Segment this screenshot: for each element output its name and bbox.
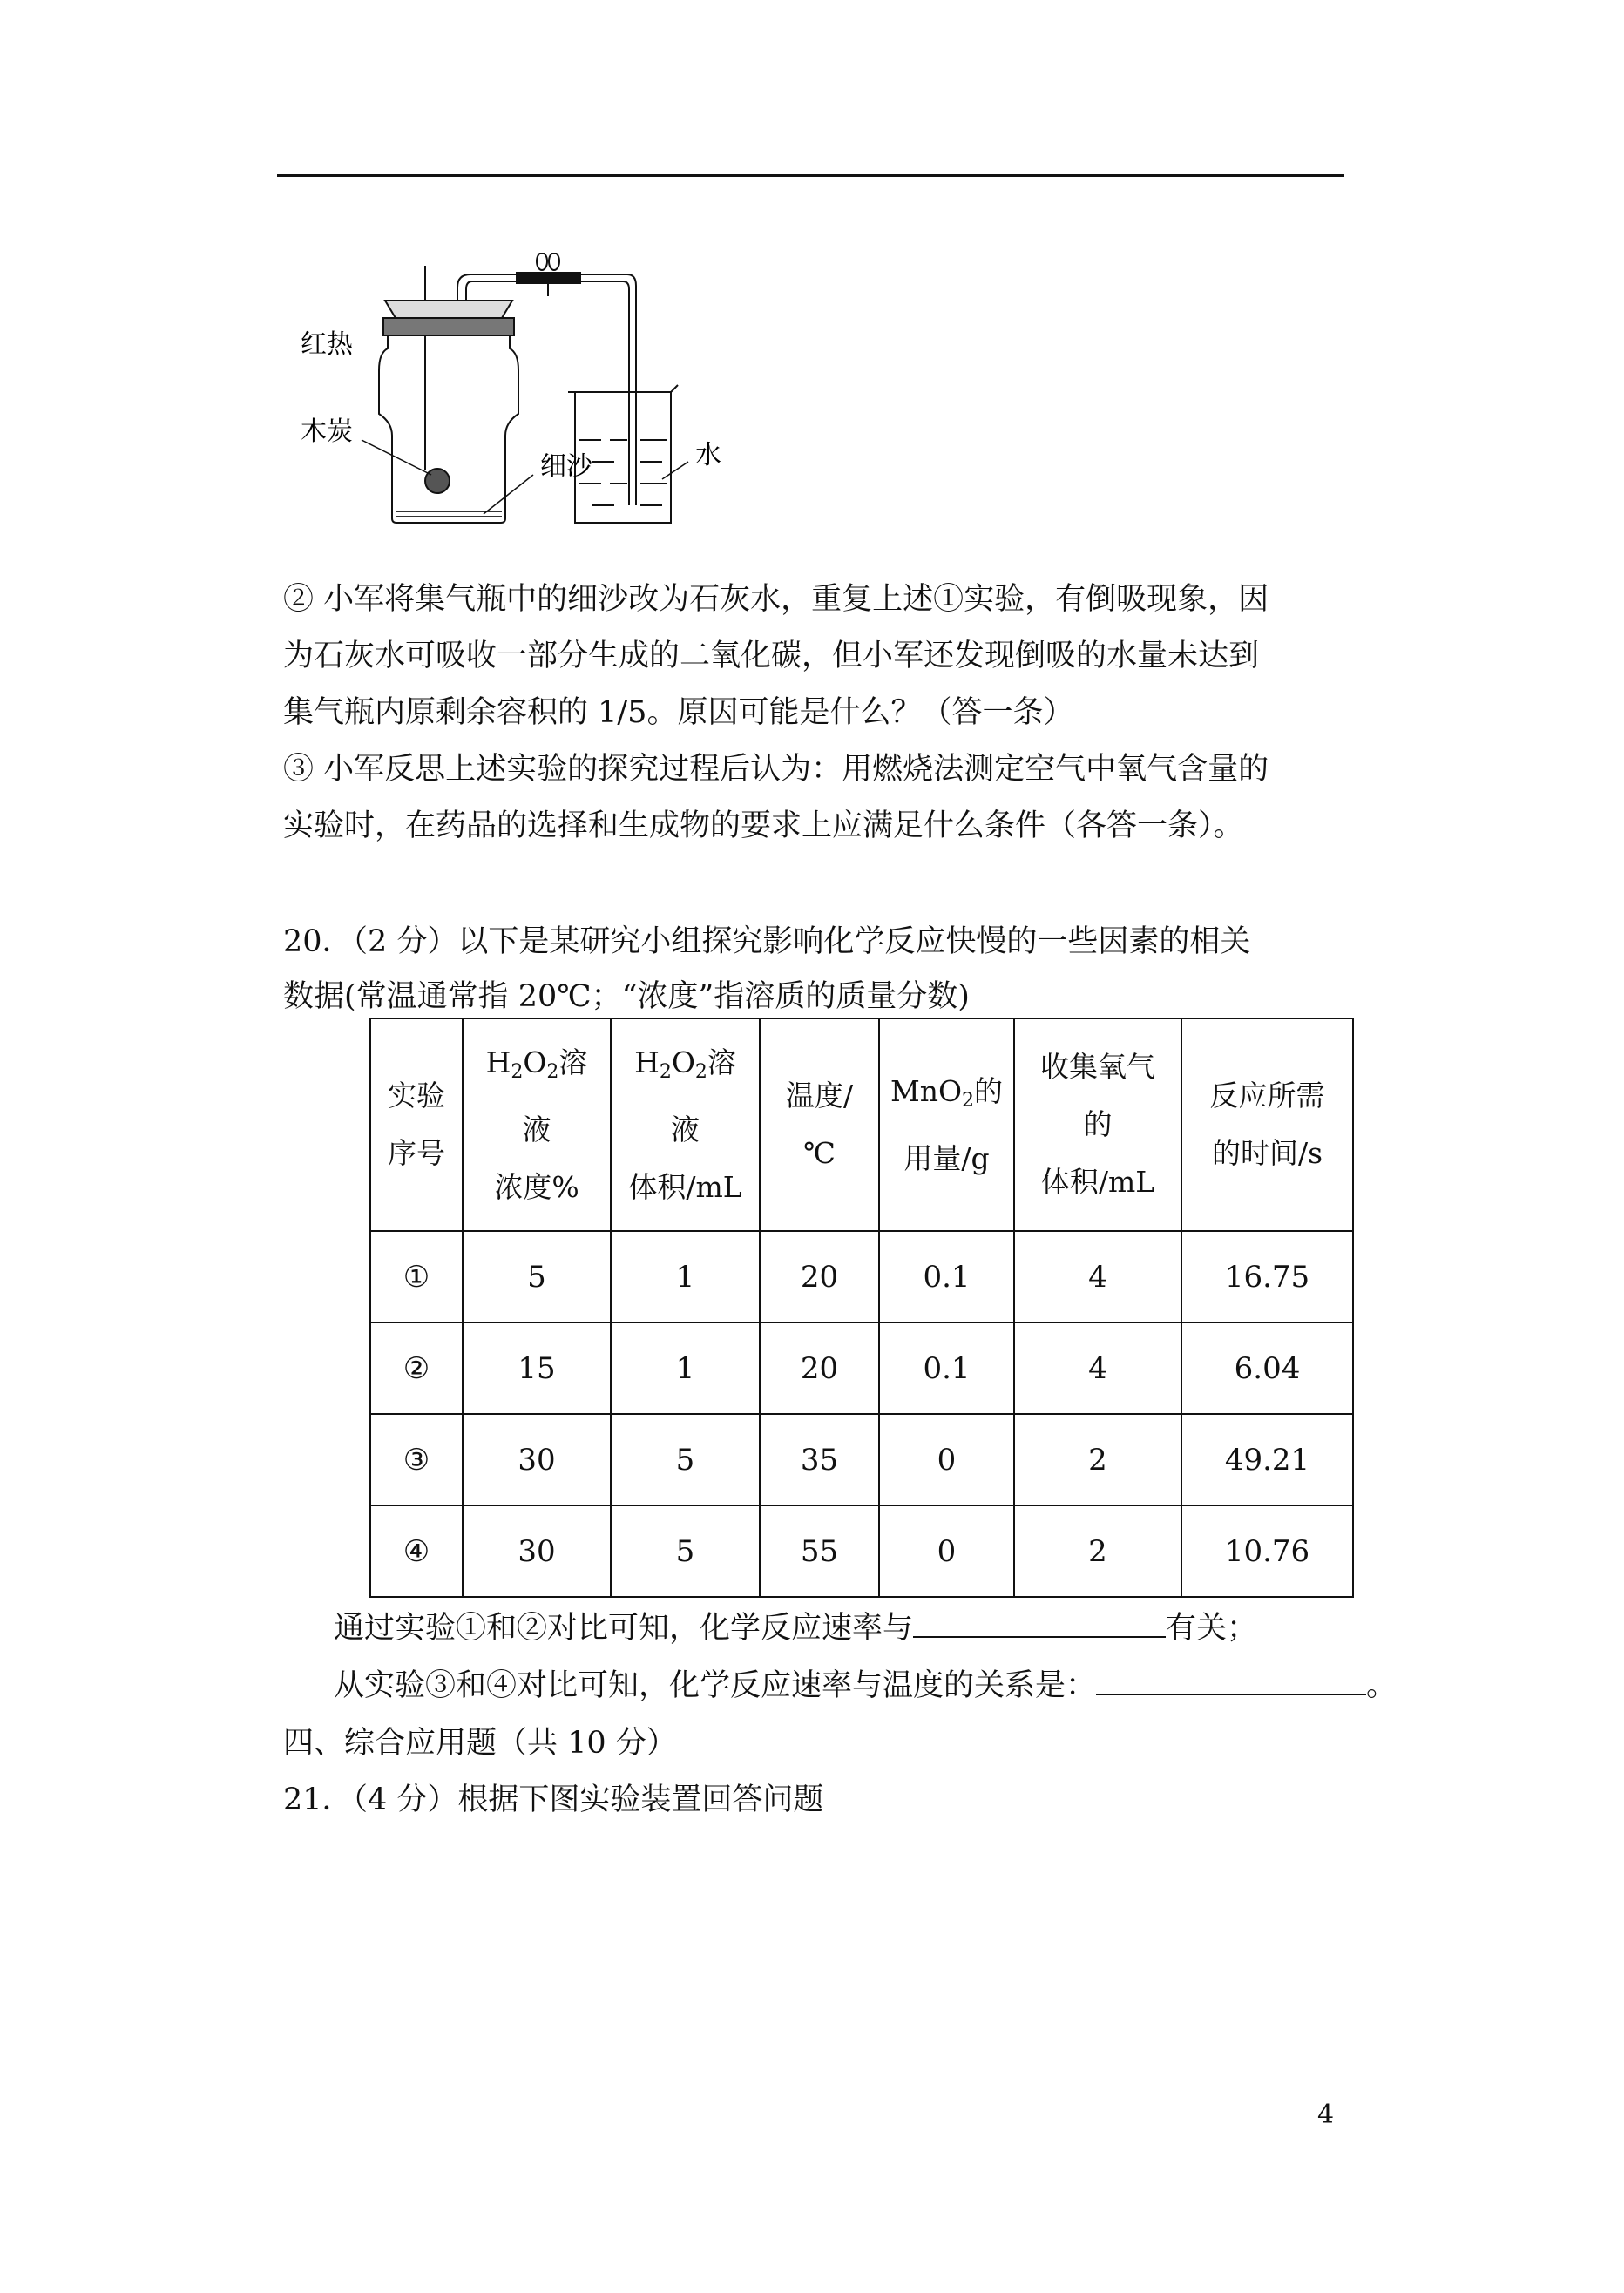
q20-line2: 数据(常温通常指 20℃；“浓度”指溶质的质量分数)	[283, 979, 970, 1014]
header-mno2: MnO$_2$的 用量/g	[879, 1018, 1014, 1231]
header-volume: $H_2O_2$溶 液 体积/mL	[611, 1018, 760, 1231]
gas-bottle	[379, 327, 518, 523]
table-row	[370, 1505, 1353, 1597]
cell-time: 10.76	[1181, 1505, 1353, 1597]
label-charcoal-2: 木炭	[301, 416, 353, 447]
clamp	[516, 272, 581, 284]
cell-mno2: 0	[879, 1505, 1014, 1597]
cell-seq: ①	[370, 1231, 463, 1322]
answer-blank-2[interactable]	[1096, 1664, 1366, 1695]
q19-p2-line3: 集气瓶内原剩余容积的 1/5。原因可能是什么？（答一条）	[283, 695, 1074, 730]
cell-time: 16.75	[1181, 1231, 1353, 1322]
reaction-data-table	[369, 1018, 1354, 1598]
table-row	[370, 1414, 1353, 1505]
q21-line: 21．（4 分）根据下图实验装置回答问题	[283, 1782, 824, 1817]
label-charcoal-1: 红热	[301, 329, 353, 360]
cell-conc: 5	[463, 1231, 611, 1322]
header-seq: 实验 序号	[370, 1018, 463, 1231]
cell-temperature: 20	[760, 1231, 879, 1322]
cell-mno2: 0.1	[879, 1231, 1014, 1322]
cell-seq: ②	[370, 1322, 463, 1414]
cell-mno2: 0.1	[879, 1322, 1014, 1414]
cell-temperature: 35	[760, 1414, 879, 1505]
cell-conc: 30	[463, 1505, 611, 1597]
cell-conc: 15	[463, 1322, 611, 1414]
cell-conc: 30	[463, 1414, 611, 1505]
cell-oxygen-volume: 4	[1014, 1231, 1181, 1322]
header-conc: $H_2O_2$溶 液 浓度%	[463, 1018, 611, 1231]
cell-mno2: 0	[879, 1414, 1014, 1505]
header-oxygen-volume: 收集氧气 的 体积/mL	[1014, 1018, 1181, 1231]
header-temperature: 温度/ ℃	[760, 1018, 879, 1231]
cell-volume: 5	[611, 1414, 760, 1505]
page-number: 4	[1317, 2100, 1335, 2130]
q20-line1: 20．（2 分）以下是某研究小组探究影响化学反应快慢的一些因素的相关	[283, 924, 1251, 959]
cell-oxygen-volume: 4	[1014, 1322, 1181, 1414]
charcoal-ball	[425, 469, 450, 493]
cell-oxygen-volume: 2	[1014, 1505, 1181, 1597]
q19-p3-line2: 实验时，在药品的选择和生成物的要求上应满足什么条件（各答一条）。	[283, 808, 1244, 843]
label-water: 水	[695, 440, 721, 470]
cell-time: 6.04	[1181, 1322, 1353, 1414]
answer-blank-1[interactable]	[913, 1606, 1166, 1638]
table-row	[370, 1322, 1353, 1414]
water-lines	[579, 440, 667, 505]
q19-p2-line1: ② 小军将集气瓶中的细沙改为石灰水，重复上述①实验，有倒吸现象，因	[283, 582, 1269, 617]
cell-volume: 1	[611, 1231, 760, 1322]
table-row	[370, 1231, 1353, 1322]
header-rule	[277, 174, 1344, 177]
cell-seq: ④	[370, 1505, 463, 1597]
cell-temperature: 20	[760, 1322, 879, 1414]
apparatus-figure	[288, 253, 775, 540]
cell-volume: 5	[611, 1505, 760, 1597]
q19-p3-line1: ③ 小军反思上述实验的探究过程后认为：用燃烧法测定空气中氧气含量的	[283, 752, 1269, 787]
header-time: 反应所需 的时间/s	[1181, 1018, 1353, 1231]
q20-conclusion-1: 通过实验①和②对比可知，化学反应速率与 有关；	[334, 1606, 1257, 1651]
cell-volume: 1	[611, 1322, 760, 1414]
q19-p2-line2: 为石灰水可吸收一部分生成的二氧化碳，但小军还发现倒吸的水量未达到	[283, 639, 1260, 673]
cell-seq: ③	[370, 1414, 463, 1505]
q20-conclusion-2: 从实验③和④对比可知，化学反应速率与温度的关系是： 。	[334, 1663, 1397, 1708]
section-4-heading: 四、综合应用题（共 10 分）	[283, 1726, 677, 1761]
table-header-row	[370, 1018, 1353, 1231]
label-sand: 细沙	[540, 451, 592, 482]
cell-oxygen-volume: 2	[1014, 1414, 1181, 1505]
stopper	[383, 318, 514, 335]
cell-time: 49.21	[1181, 1414, 1353, 1505]
cell-temperature: 55	[760, 1505, 879, 1597]
